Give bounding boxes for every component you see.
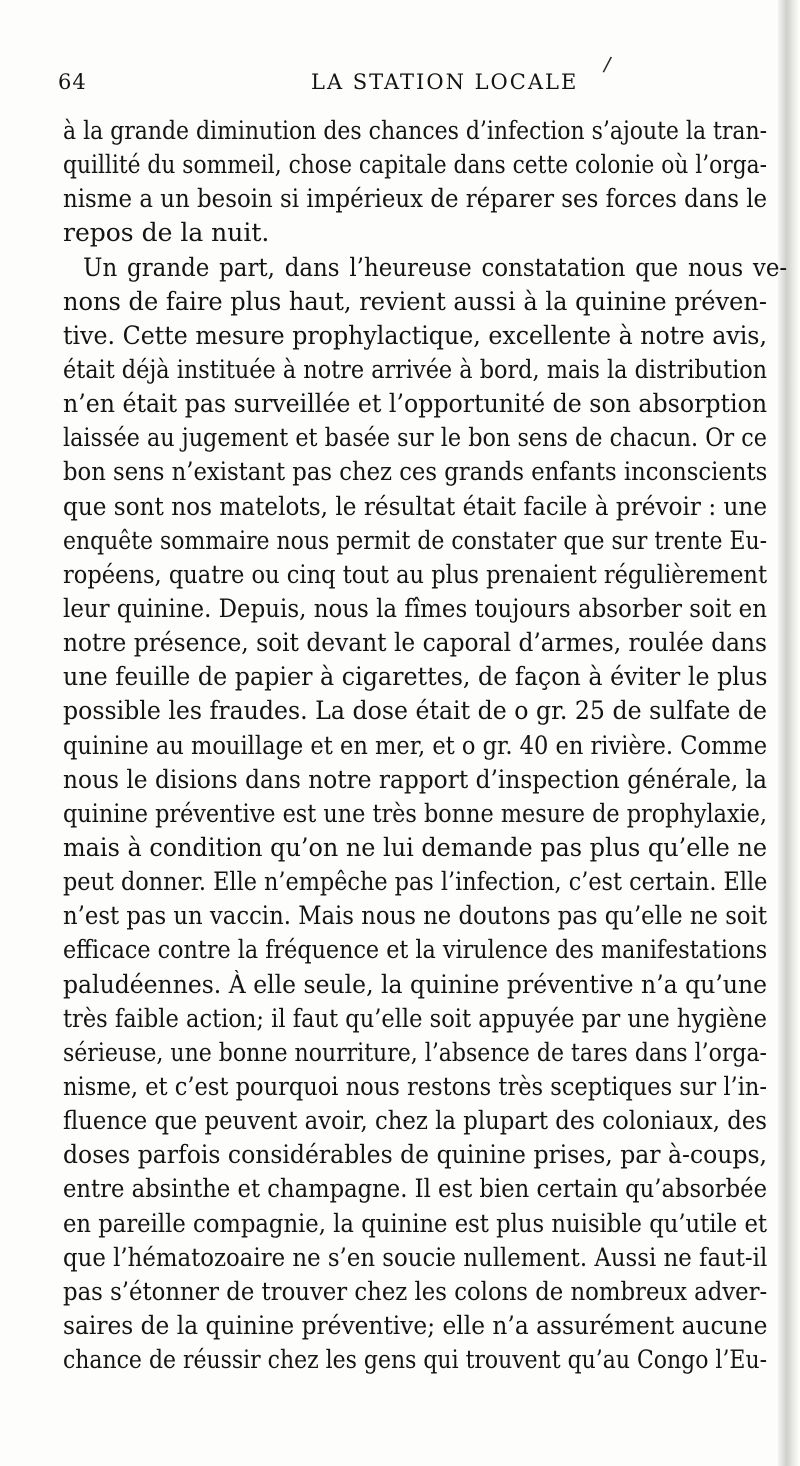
- text-line: en pareille compagnie, la quinine est plus nuisible qu’utile et: [63, 1208, 767, 1238]
- text-line: à la grande diminution des chances d’infection s’ajoute la tran-: [63, 116, 767, 145]
- text-line: fluence que peuvent avoir, chez la plupart des coloniaux, des: [63, 1106, 767, 1136]
- text-line: n’est pas un vaccin. Mais nous ne doutons pas qu’elle ne soit: [63, 901, 767, 931]
- text-line: peut donner. Elle n’empêche pas l’infection, c’est certain. Elle: [63, 867, 768, 897]
- page-header: [58, 70, 768, 104]
- text-line: nisme, et c’est pourquoi nous restons très sceptiques sur l’in-: [63, 1071, 767, 1101]
- text-line: quillité du sommeil, chose capitale dans cette colonie où l’orga-: [63, 150, 767, 180]
- body-text: [63, 114, 788, 1377]
- text-line: enquête sommaire nous permit de constater que sur trente Eu-: [63, 525, 767, 555]
- text-line: était déjà instituée à notre arrivée à bord, mais la distribution: [63, 354, 768, 384]
- text-line: nons de faire plus haut, revient aussi à la quinine préven-: [63, 286, 767, 316]
- text-line: possible les fraudes. La dose était de o gr. 25 de sulfate de: [63, 696, 767, 726]
- text-line: chance de réussir chez les gens qui trouvent qu’au Congo l’Eu-: [63, 1345, 767, 1375]
- text-line: sérieuse, une bonne nourriture, l’absence de tares dans l’orga-: [63, 1037, 767, 1067]
- text-line: mais à condition qu’on ne lui demande pas plus qu’elle ne: [63, 832, 767, 862]
- text-line: laissée au jugement et basée sur le bon sens de chacun. Or ce: [63, 423, 767, 453]
- text-line: Un grande part, dans l’heureuse constatation que nous ve-: [83, 252, 788, 282]
- page-edge-shadow: [778, 0, 800, 1466]
- text-line: bon sens n’existant pas chez ces grands enfants inconscients: [63, 457, 768, 487]
- text-line: nisme a un besoin si impérieux de réparer ses forces dans le: [63, 184, 768, 214]
- text-line: pas s’étonner de trouver chez les colons de nombreux adver-: [63, 1276, 768, 1306]
- running-head: LA STATION LOCALE: [311, 70, 579, 94]
- text-line: doses parfois considérables de quinine prises, par à-coups,: [63, 1140, 767, 1170]
- text-line: nous le disions dans notre rapport d’inspection générale, la: [63, 764, 768, 794]
- page-number: 64: [58, 70, 87, 94]
- text-line: que l’hématozoaire ne s’en soucie nullement. Aussi ne faut-il: [63, 1242, 768, 1272]
- text-line: entre absinthe et champagne. Il est bien certain qu’absorbée: [63, 1174, 767, 1204]
- text-line: notre présence, soit devant le caporal d’armes, roulée dans: [63, 628, 767, 658]
- margin-mark: /: [601, 51, 613, 77]
- text-line: efficace contre la fréquence et la virulence des manifestations: [63, 935, 768, 965]
- text-line: saires de la quinine préventive; elle n’a assurément aucune: [63, 1310, 768, 1340]
- text-line: n’en était pas surveillée et l’opportunité de son absorption: [63, 389, 768, 419]
- text-line: que sont nos matelots, le résultat était facile à prévoir : une: [63, 491, 768, 521]
- text-line: ropéens, quatre ou cinq tout au plus prenaient régulièrement: [63, 559, 768, 589]
- text-line: repos de la nuit.: [63, 218, 270, 248]
- text-line: quinine au mouillage et en mer, et o gr. 40 en rivière. Comme: [63, 730, 768, 760]
- text-line: une feuille de papier à cigarettes, de façon à éviter le plus: [63, 662, 768, 692]
- text-line: très faible action; il faut qu’elle soit appuyée par une hygiène: [63, 1003, 767, 1033]
- text-line: tive. Cette mesure prophylactique, excellente à notre avis,: [63, 320, 767, 350]
- text-line: quinine préventive est une très bonne mesure de prophylaxie,: [63, 798, 767, 828]
- text-line: paludéennes. À elle seule, la quinine préventive n’a qu’une: [63, 969, 767, 999]
- text-line: leur quinine. Depuis, nous la fîmes toujours absorber soit en: [63, 593, 767, 623]
